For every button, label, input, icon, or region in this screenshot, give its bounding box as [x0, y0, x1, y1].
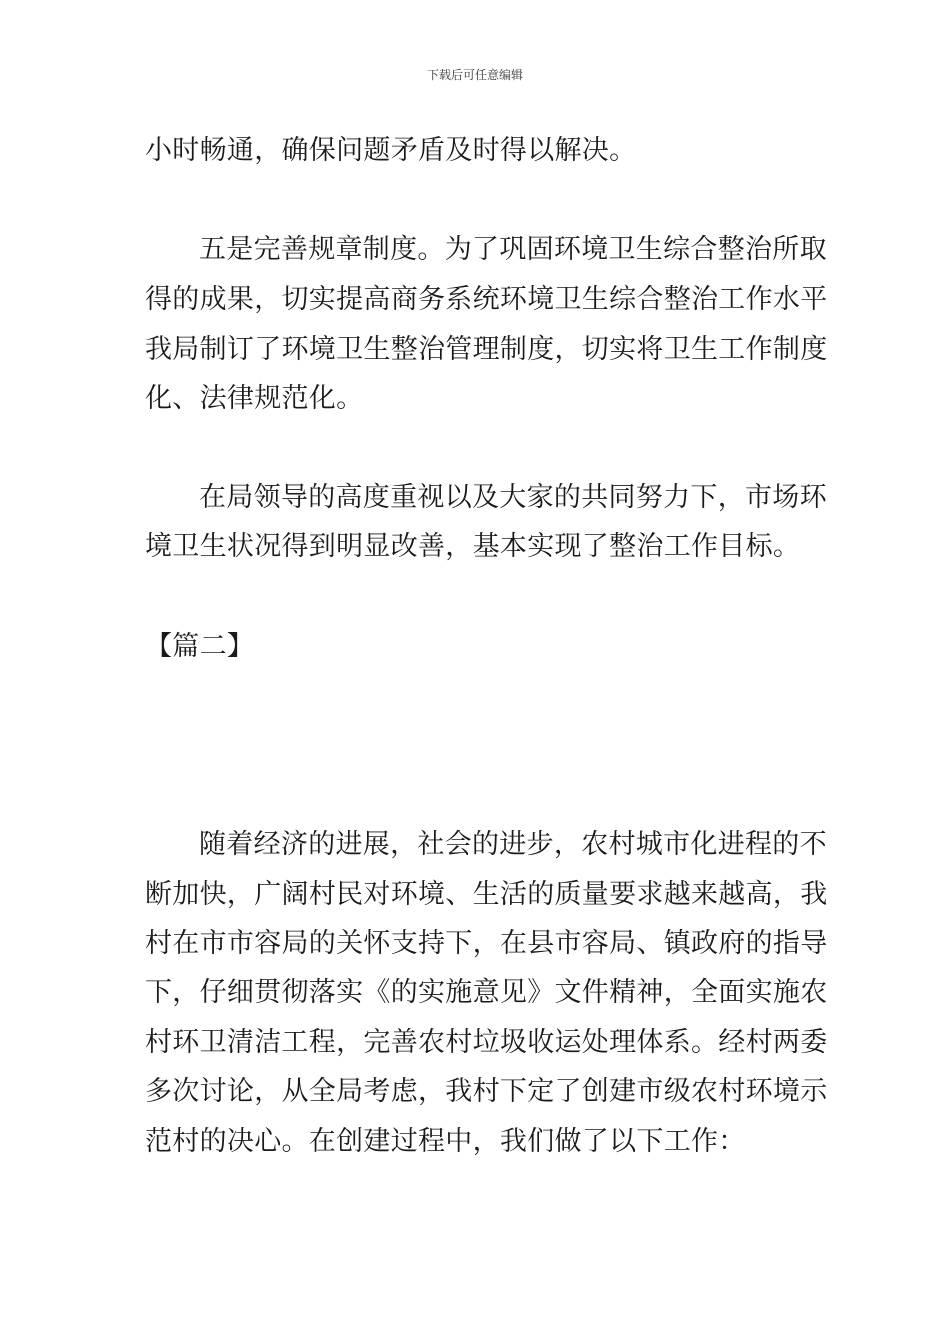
paragraph-1-line-1: 小时畅通，确保问题矛盾及时得以解决。: [145, 135, 637, 166]
paragraph-4-line-4: 下，仔细贯彻落实《的实施意见》文件精神，全面实施农: [145, 977, 828, 1008]
header-note: 下载后可任意编辑: [426, 68, 523, 82]
paragraph-2-line-1: 五是完善规章制度。为了巩固环境卫生综合整治所取: [199, 234, 827, 265]
paragraph-4-line-2: 断加快，广阔村民对环境、生活的质量要求越来越高，我: [145, 879, 828, 910]
paragraph-2-line-4: 化、法律规范化。: [145, 383, 364, 414]
paragraph-4-line-7: 范村的决心。在创建过程中，我们做了以下工作：: [145, 1126, 746, 1157]
paragraph-2-line-2: 得的成果，切实提高商务系统环境卫生综合整治工作水平: [145, 284, 828, 315]
paragraph-2-line-3: 我局制订了环境卫生整治管理制度，切实将卫生工作制度: [145, 334, 828, 365]
paragraph-4-line-5: 村环卫清洁工程，完善农村垃圾收运处理体系。经村两委: [145, 1027, 828, 1058]
paragraph-3-line-2: 境卫生状况得到明显改善，基本实现了整治工作目标。: [145, 531, 801, 562]
paragraph-3-line-1: 在局领导的高度重视以及大家的共同努力下，市场环: [199, 482, 827, 513]
paragraph-4-line-3: 村在市市容局的关怀支持下，在县市容局、镇政府的指导: [145, 928, 828, 959]
paragraph-4-line-6: 多次讨论，从全局考虑，我村下定了创建市级农村环境示: [145, 1076, 828, 1107]
paragraph-4-line-1: 随着经济的进展，社会的进步，农村城市化进程的不: [199, 829, 827, 860]
section-label: 【篇二】: [145, 631, 255, 662]
